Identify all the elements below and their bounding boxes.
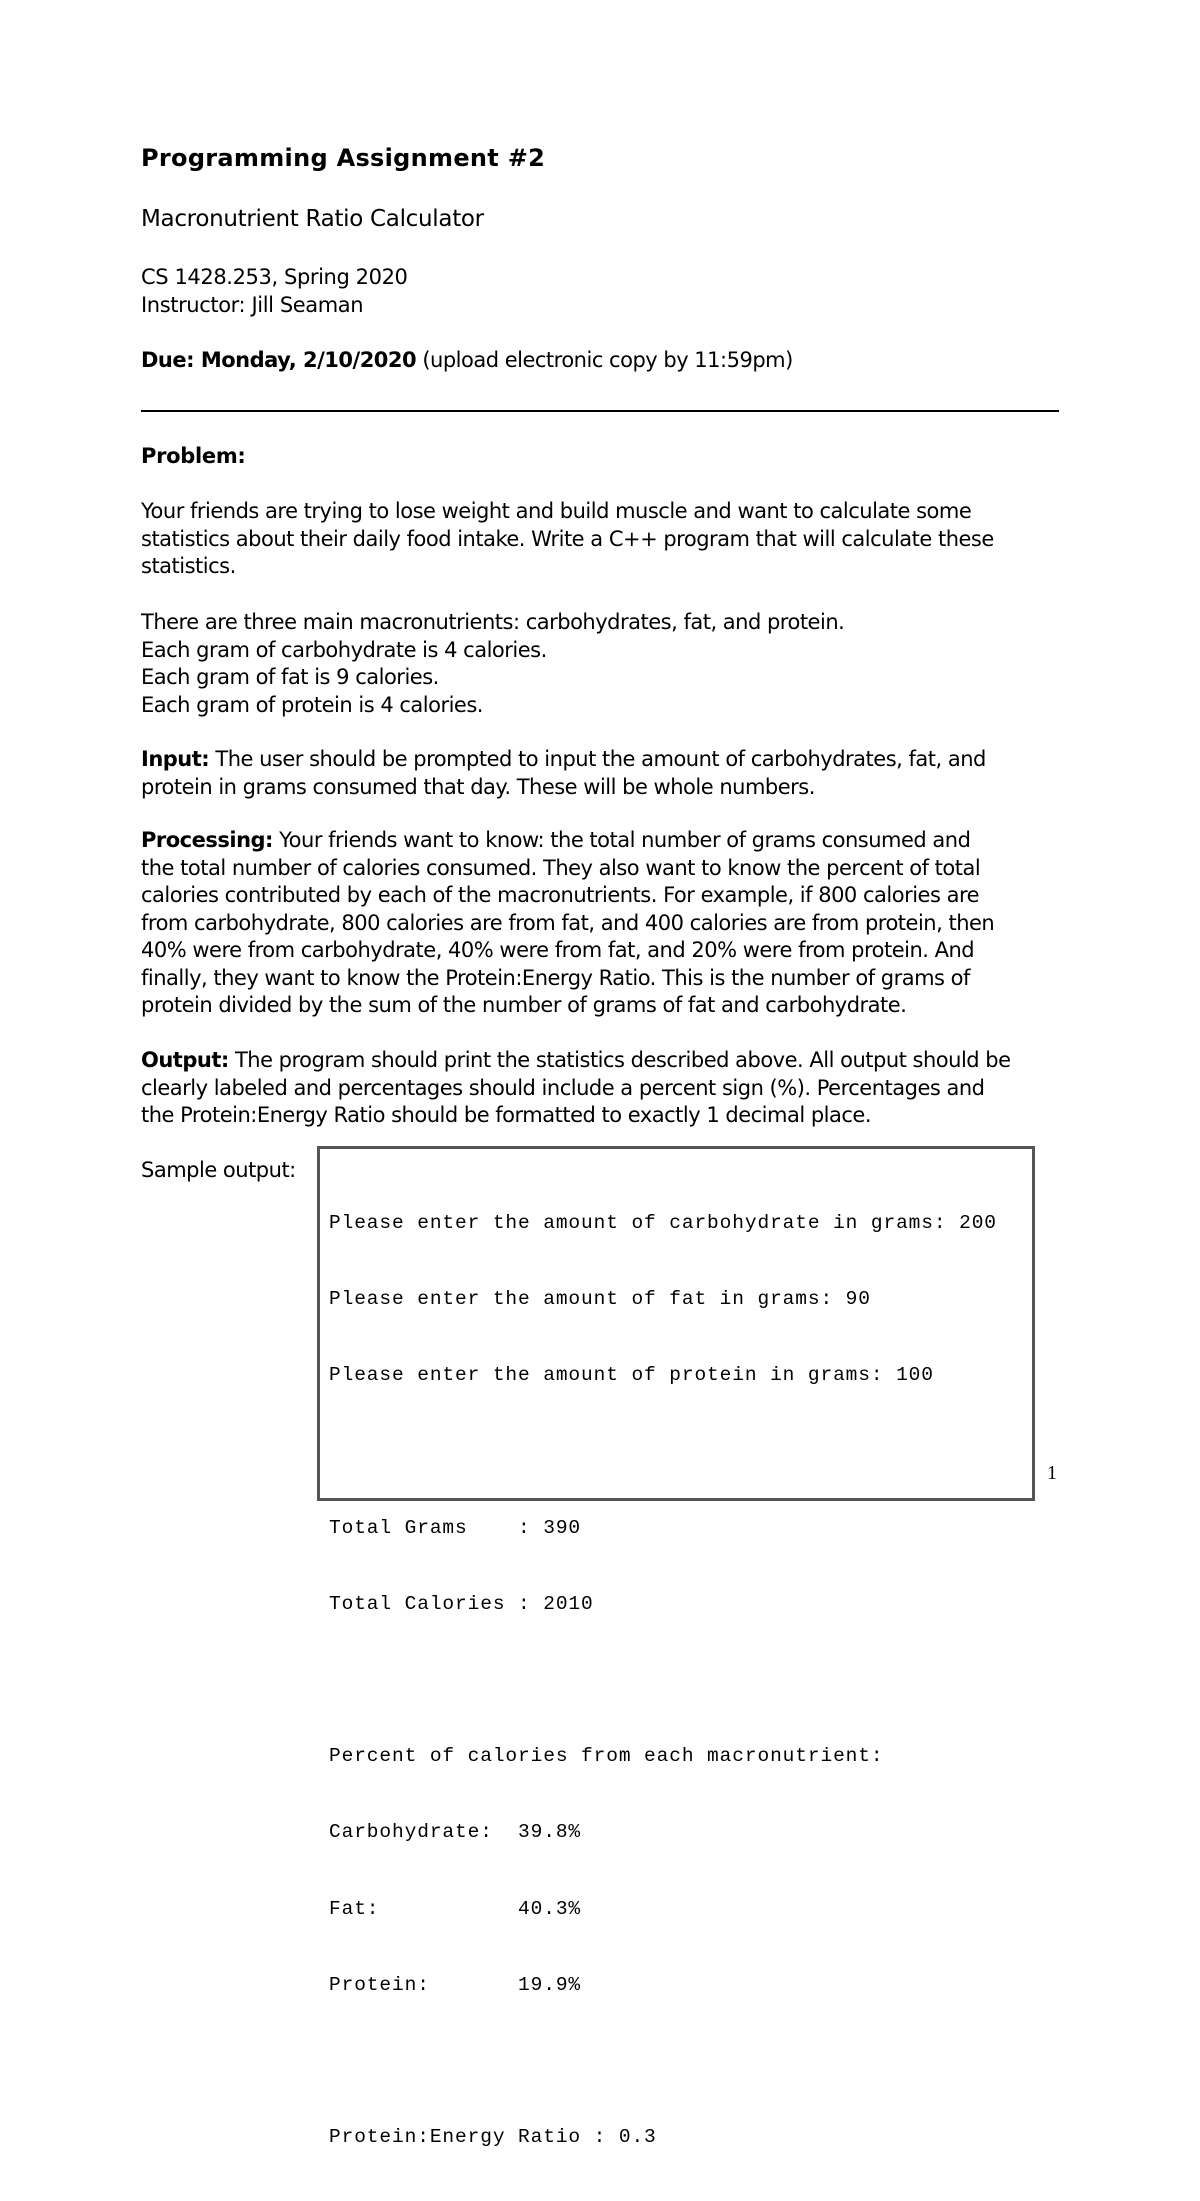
text-line: calories contributed by each of the macronutrients. For example, if 800 calories are [141, 883, 980, 907]
text-line: protein divided by the sum of the number of grams of fat and carbohydrate. [141, 993, 907, 1017]
code-line: Please enter the amount of protein in grams: 100 [329, 1364, 934, 1387]
text-line [141, 827, 994, 855]
processing-section [141, 827, 994, 1020]
processing-label: Processing: [141, 828, 273, 852]
code-line: Protein:Energy Ratio : 0.3 [329, 2126, 657, 2149]
text-line: Each gram of protein is 4 calories. [141, 692, 483, 717]
code-line: Carbohydrate: 39.8% [329, 1821, 582, 1844]
code-line: Please enter the amount of fat in grams: 90 [329, 1288, 871, 1311]
code-line: Total Calories : 2010 [329, 1592, 594, 1615]
code-line [329, 2049, 997, 2074]
page-number: 1 [1047, 1462, 1057, 1484]
text-line: finally, they want to know the Protein:Energy Ratio. This is the number of grams of [141, 965, 970, 990]
code-line [329, 1439, 997, 1464]
text-line [141, 1047, 1011, 1075]
code-line: Protein: 19.9% [329, 1973, 582, 1996]
text-line: 40% were from carbohydrate, 40% were from fat, and 20% were from protein. And [141, 938, 975, 962]
code-line: Fat: 40.3% [329, 1897, 582, 1920]
code-line [329, 1668, 997, 1693]
input-section [141, 746, 986, 801]
text-line: clearly labeled and percentages should include a percent sign (%). Percentages and [141, 1075, 985, 1100]
output-section [141, 1047, 1011, 1130]
macronutrient-list [141, 609, 844, 719]
text-line: Your friends are trying to lose weight and build muscle and want to calculate some [141, 499, 972, 523]
text-line: Each gram of fat is 9 calories. [141, 665, 439, 689]
text-line: protein in grams consumed that day. These will be whole numbers. [141, 774, 815, 799]
text-line: statistics. [141, 554, 236, 578]
output-text: The program should print the statistics described above. All output should be [228, 1048, 1011, 1072]
assignment-subtitle: Macronutrient Ratio Calculator [141, 206, 484, 232]
course-line: CS 1428.253, Spring 2020 [141, 265, 408, 289]
due-line [141, 348, 793, 372]
sample-output-label: Sample output: [141, 1158, 296, 1182]
text-line: the Protein:Energy Ratio should be formatted to exactly 1 decimal place. [141, 1103, 872, 1127]
text-line: from carbohydrate, 800 calories are from fat, and 400 calories are from protein, then [141, 910, 995, 935]
text-line: There are three main macronutrients: carbohydrates, fat, and protein. [141, 610, 845, 634]
sample-output-code [329, 1160, 997, 2201]
problem-intro [141, 498, 994, 581]
text-line: Each gram of carbohydrate is 4 calories. [141, 637, 547, 662]
output-label: Output: [141, 1048, 229, 1072]
code-line: Percent of calories from each macronutrient: [329, 1745, 884, 1768]
processing-text: Your friends want to know: the total number of grams consumed and [272, 828, 971, 852]
assignment-title: Programming Assignment #2 [141, 144, 546, 172]
text-line [141, 746, 986, 774]
horizontal-rule [141, 410, 1059, 412]
text-line: statistics about their daily food intake. Write a C++ program that will calculate these [141, 526, 994, 551]
due-label: Due: Monday, 2/10/2020 [141, 348, 417, 372]
code-line: Please enter the amount of carbohydrate in grams: 200 [329, 1211, 997, 1234]
due-note: (upload electronic copy by 11:59pm) [416, 348, 793, 372]
problem-heading: Problem: [141, 444, 246, 468]
instructor-line: Instructor: Jill Seaman [141, 293, 364, 317]
input-label: Input: [141, 747, 210, 771]
code-line: Total Grams : 390 [329, 1516, 582, 1539]
input-text: The user should be prompted to input the amount of carbohydrates, fat, and [209, 747, 986, 771]
text-line: the total number of calories consumed. They also want to know the percent of total [141, 855, 981, 880]
